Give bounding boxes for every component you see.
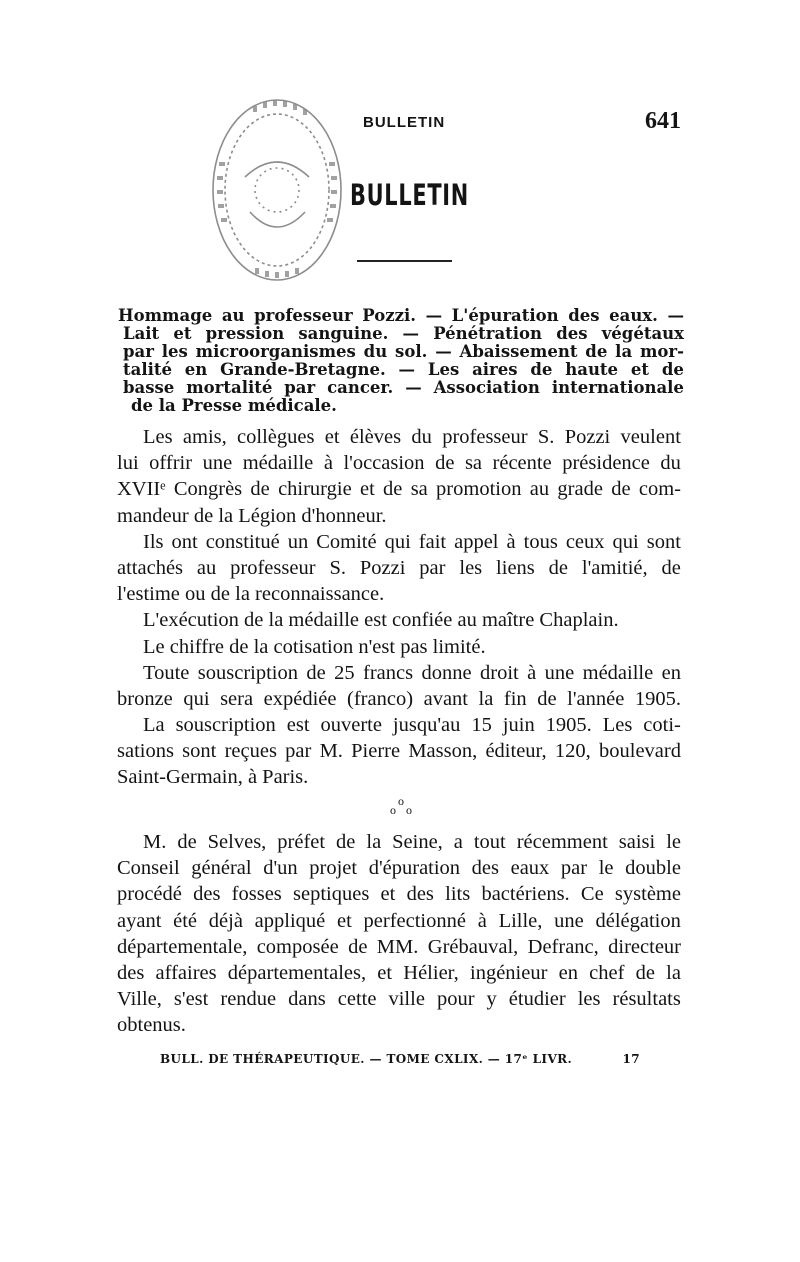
text-line: talité en Grande-Bretagne. — Les aires de haute et de <box>123 360 684 379</box>
running-head: BULLETIN <box>363 114 446 131</box>
text-line: ayant été déjà appliqué et perfectionné à Lille, une délégation <box>117 909 681 932</box>
text-line: Saint-Germain, à Paris. <box>117 766 309 789</box>
footer-signature: BULL. DE THÉRAPEUTIQUE. — TOME CXLIX. — 17ᵉ LIVR. <box>160 1052 573 1066</box>
library-stamp <box>205 92 353 288</box>
text-line: mandeur de la Légion d'honneur. <box>117 504 387 527</box>
text-line: Ville, s'est rendue dans cette ville pour y étudier les résultats <box>117 988 681 1011</box>
text-line: attachés au professeur S. Pozzi par les liens de l'amitié, de <box>117 556 681 579</box>
text-line: obtenus. <box>117 1014 186 1037</box>
page-number: 641 <box>645 108 681 134</box>
paragraph-epuration <box>117 829 681 1039</box>
text-line: départementale, composée de MM. Grébauval, Defranc, directeur <box>117 935 681 958</box>
text-line: Ils ont constitué un Comité qui fait appel à tous ceux qui sont <box>143 530 681 553</box>
text-line: Les amis, collègues et élèves du professeur S. Pozzi veulent <box>143 426 681 448</box>
text-line: bronze qui sera expédiée (franco) avant la fin de l'année 1905. <box>117 687 681 710</box>
text-line: par les microorganismes du sol. — Abaissement de la mor- <box>123 342 684 361</box>
footer-sheet-number: 17 <box>622 1052 640 1066</box>
page-footer <box>160 1052 640 1066</box>
text-line: des affaires départementales, et Hélier, ingénieur en chef de la <box>117 961 681 984</box>
text-line: de la Presse médicale. <box>131 396 337 415</box>
text-line: lui offrir une médaille à l'occasion de sa récente présidence du <box>117 452 681 475</box>
text-line: basse mortalité par cancer. — Association internationale <box>123 378 684 397</box>
section-separator <box>389 795 415 817</box>
text-line: Le chiffre de la cotisation n'est pas limité. <box>143 635 486 658</box>
stamp-seal-icon <box>205 92 353 288</box>
text-line: l'estime ou de la reconnaissance. <box>117 583 385 606</box>
separator-mark: o <box>390 803 396 817</box>
title-rule <box>357 260 452 262</box>
text-line: Hommage au professeur Pozzi. — L'épuration des eaux. — <box>118 306 684 325</box>
text-line: XVIIᵉ Congrès de chirurgie et de sa promotion au grade de com- <box>117 478 681 501</box>
article-summary <box>118 307 684 415</box>
separator-mark: o <box>398 794 404 808</box>
separator-mark: o <box>406 803 412 817</box>
section-title: BULLETIN <box>350 178 469 212</box>
text-line: La souscription est ouverte jusqu'au 15 juin 1905. Les coti- <box>143 714 681 737</box>
text-line: Toute souscription de 25 francs donne droit à une médaille en <box>143 661 681 684</box>
text-line: Conseil général d'un projet d'épuration des eaux par le double <box>117 857 681 880</box>
text-line: M. de Selves, préfet de la Seine, a tout récemment saisi le <box>143 831 681 853</box>
text-line: L'exécution de la médaille est confiée au maître Chaplain. <box>143 609 619 632</box>
text-line: sations sont reçues par M. Pierre Masson, éditeur, 120, boulevard <box>117 740 681 763</box>
paragraph-pozzi <box>117 424 681 791</box>
text-line: procédé des fosses septiques et des lits bactériens. Ce système <box>117 883 681 906</box>
text-line: Lait et pression sanguine. — Pénétration des végétaux <box>123 324 684 343</box>
